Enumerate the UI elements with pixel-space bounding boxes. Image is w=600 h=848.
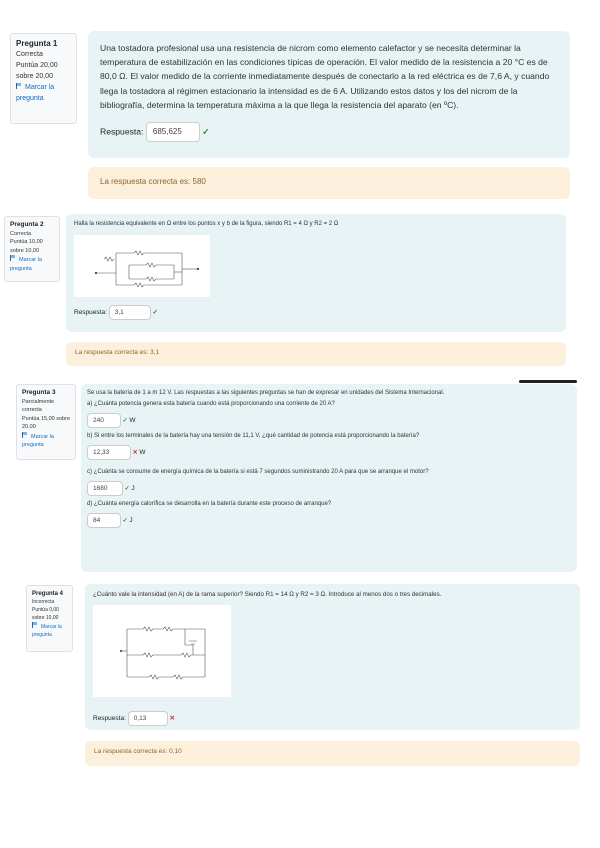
question-grade: Puntúa 0,00 sobre 10,00 [32, 607, 59, 621]
answer-input[interactable]: 0,13 [128, 711, 168, 726]
incorrect-cross-icon: ✕ [132, 450, 138, 457]
part-a-unit: W [129, 417, 136, 425]
circuit-image-q2 [74, 235, 210, 297]
flag-icon [22, 432, 29, 438]
question-3-info [16, 384, 76, 460]
answer-input[interactable]: 3,1 [109, 305, 151, 320]
question-grade: Puntúa 15,00 sobre 20,00 [22, 415, 71, 430]
correct-check-icon: ✓ [124, 486, 130, 493]
part-b-input[interactable]: 12,33 [87, 445, 131, 460]
part-b-unit: W [139, 449, 146, 457]
correct-check-icon: ✓ [122, 418, 128, 425]
flag-question-link[interactable] [22, 432, 70, 450]
answer-label: Respuesta: [100, 126, 144, 137]
question-4-feedback [85, 741, 580, 766]
part-d-answer-row [87, 513, 571, 528]
top-edge-bar [519, 380, 577, 383]
question-grade: Puntúa 20,00 sobre 20,00 [16, 62, 58, 80]
answer-row [100, 122, 558, 142]
question-1-info [10, 33, 77, 124]
circuit-diagram-q4 [93, 605, 231, 697]
flag-icon [16, 83, 23, 89]
question-2-info [4, 216, 60, 282]
correct-answer-text: La respuesta correcta es: 0,10 [94, 748, 182, 755]
question-state: Incorrecta [32, 599, 55, 605]
question-1-feedback [88, 167, 570, 199]
question-3-content [81, 384, 577, 572]
correct-answer-text: La respuesta correcta es: 3,1 [75, 349, 160, 356]
answer-row [74, 305, 558, 320]
part-c-label: c) ¿Cuánta se consume de energía química de la batería si está 7 segundos suministrando 20 A para que se arranque el motor? [87, 469, 429, 475]
part-d-input[interactable]: 84 [87, 513, 121, 528]
question-1-content [88, 31, 570, 158]
incorrect-cross-icon: ✕ [169, 715, 175, 723]
question-number: Pregunta 2 [10, 221, 44, 228]
correct-check-icon: ✓ [202, 126, 210, 137]
part-c-unit: J [131, 485, 135, 493]
part-c-answer-row [87, 481, 571, 496]
part-b-label: b) Si entre los terminales de la batería hay una tensión de 11,1 V, ¿qué cantidad de potencia está proporcionando la batería? [87, 433, 420, 439]
flag-label: Marcar la pregunta [16, 84, 55, 102]
flag-question-link[interactable] [10, 255, 54, 273]
part-d-unit: J [129, 517, 133, 525]
circuit-diagram-q2 [74, 235, 210, 297]
question-text: Halla la resistencia equivalente en Ω entre los puntos x y b de la figura, siendo R1 = 4 Ω y R2 = 2 Ω [74, 221, 339, 227]
question-grade: Puntúa 10,00 sobre 10,00 [10, 239, 43, 254]
question-2-feedback [66, 342, 566, 366]
flag-label: Marcar la pregunta [10, 257, 42, 272]
flag-label: Marcar la pregunta [22, 433, 54, 448]
question-number: Pregunta 4 [32, 591, 64, 597]
part-d-label: d) ¿Cuánta energía calorífica se desarrolla en la batería durante este proceso de arranque? [87, 501, 332, 507]
question-2-content [66, 214, 566, 332]
question-state: Correcta [10, 230, 32, 237]
answer-label: Respuesta: [93, 715, 126, 723]
question-state: Parcialmente correcta [22, 398, 55, 413]
flag-question-link[interactable] [16, 82, 71, 104]
part-a-answer-row [87, 413, 571, 428]
question-4-info [26, 585, 73, 652]
question-number: Pregunta 3 [22, 389, 56, 396]
question-text: Una tostadora profesional usa una resistencia de nicrom como elemento calefactor y se necesita determinar la temperatura de estabilización en las condiciones típicas de operación. El valor medido de la resistencia a 20 °C es de 80,0 Ω. El valor medido de la corriente inmediatamente después de conectarlo a la red eléctrica es de 7,6 A, y cuando llega la tostadora al régimen estacionario la intensidad es de 6 A. Utilizando estos datos y los del nicrom de la bibliografía, determina la temperatura máxima a la que llega la resistencia del aparato (en ºC). [100, 43, 550, 110]
question-4-content [85, 584, 580, 730]
answer-input[interactable]: 685,625 [146, 122, 200, 142]
part-a-input[interactable]: 240 [87, 413, 121, 428]
part-a-label: a) ¿Cuánta potencia genera esta batería cuando está proporcionando una corriente de 20 A? [87, 401, 335, 407]
answer-row [93, 711, 572, 726]
part-c-input[interactable]: 1680 [87, 481, 123, 496]
question-intro: Se usa la batería de 1 a m 12 V. Las respuestas a las siguientes preguntas se han de expresar en unidades del Sistema Internacional. [87, 390, 445, 396]
circuit-image-q4 [93, 605, 231, 697]
flag-question-link[interactable] [32, 622, 67, 639]
flag-icon [32, 622, 39, 628]
answer-label: Respuesta: [74, 309, 107, 317]
correct-check-icon: ✓ [152, 309, 158, 317]
correct-answer-text: La respuesta correcta es: 580 [100, 177, 206, 186]
part-b-answer-row [87, 445, 571, 460]
question-text: ¿Cuánto vale la intensidad (en A) de la rama superior? Siendo R1 = 14 Ω y R2 = 3 Ω. Introduce al menos dos o tres decimales. [93, 591, 442, 598]
question-state: Correcta [16, 51, 43, 58]
flag-icon [10, 255, 17, 261]
flag-label: Marcar la pregunta [32, 624, 62, 638]
correct-check-icon: ✓ [122, 518, 128, 525]
question-number: Pregunta 1 [16, 39, 58, 48]
